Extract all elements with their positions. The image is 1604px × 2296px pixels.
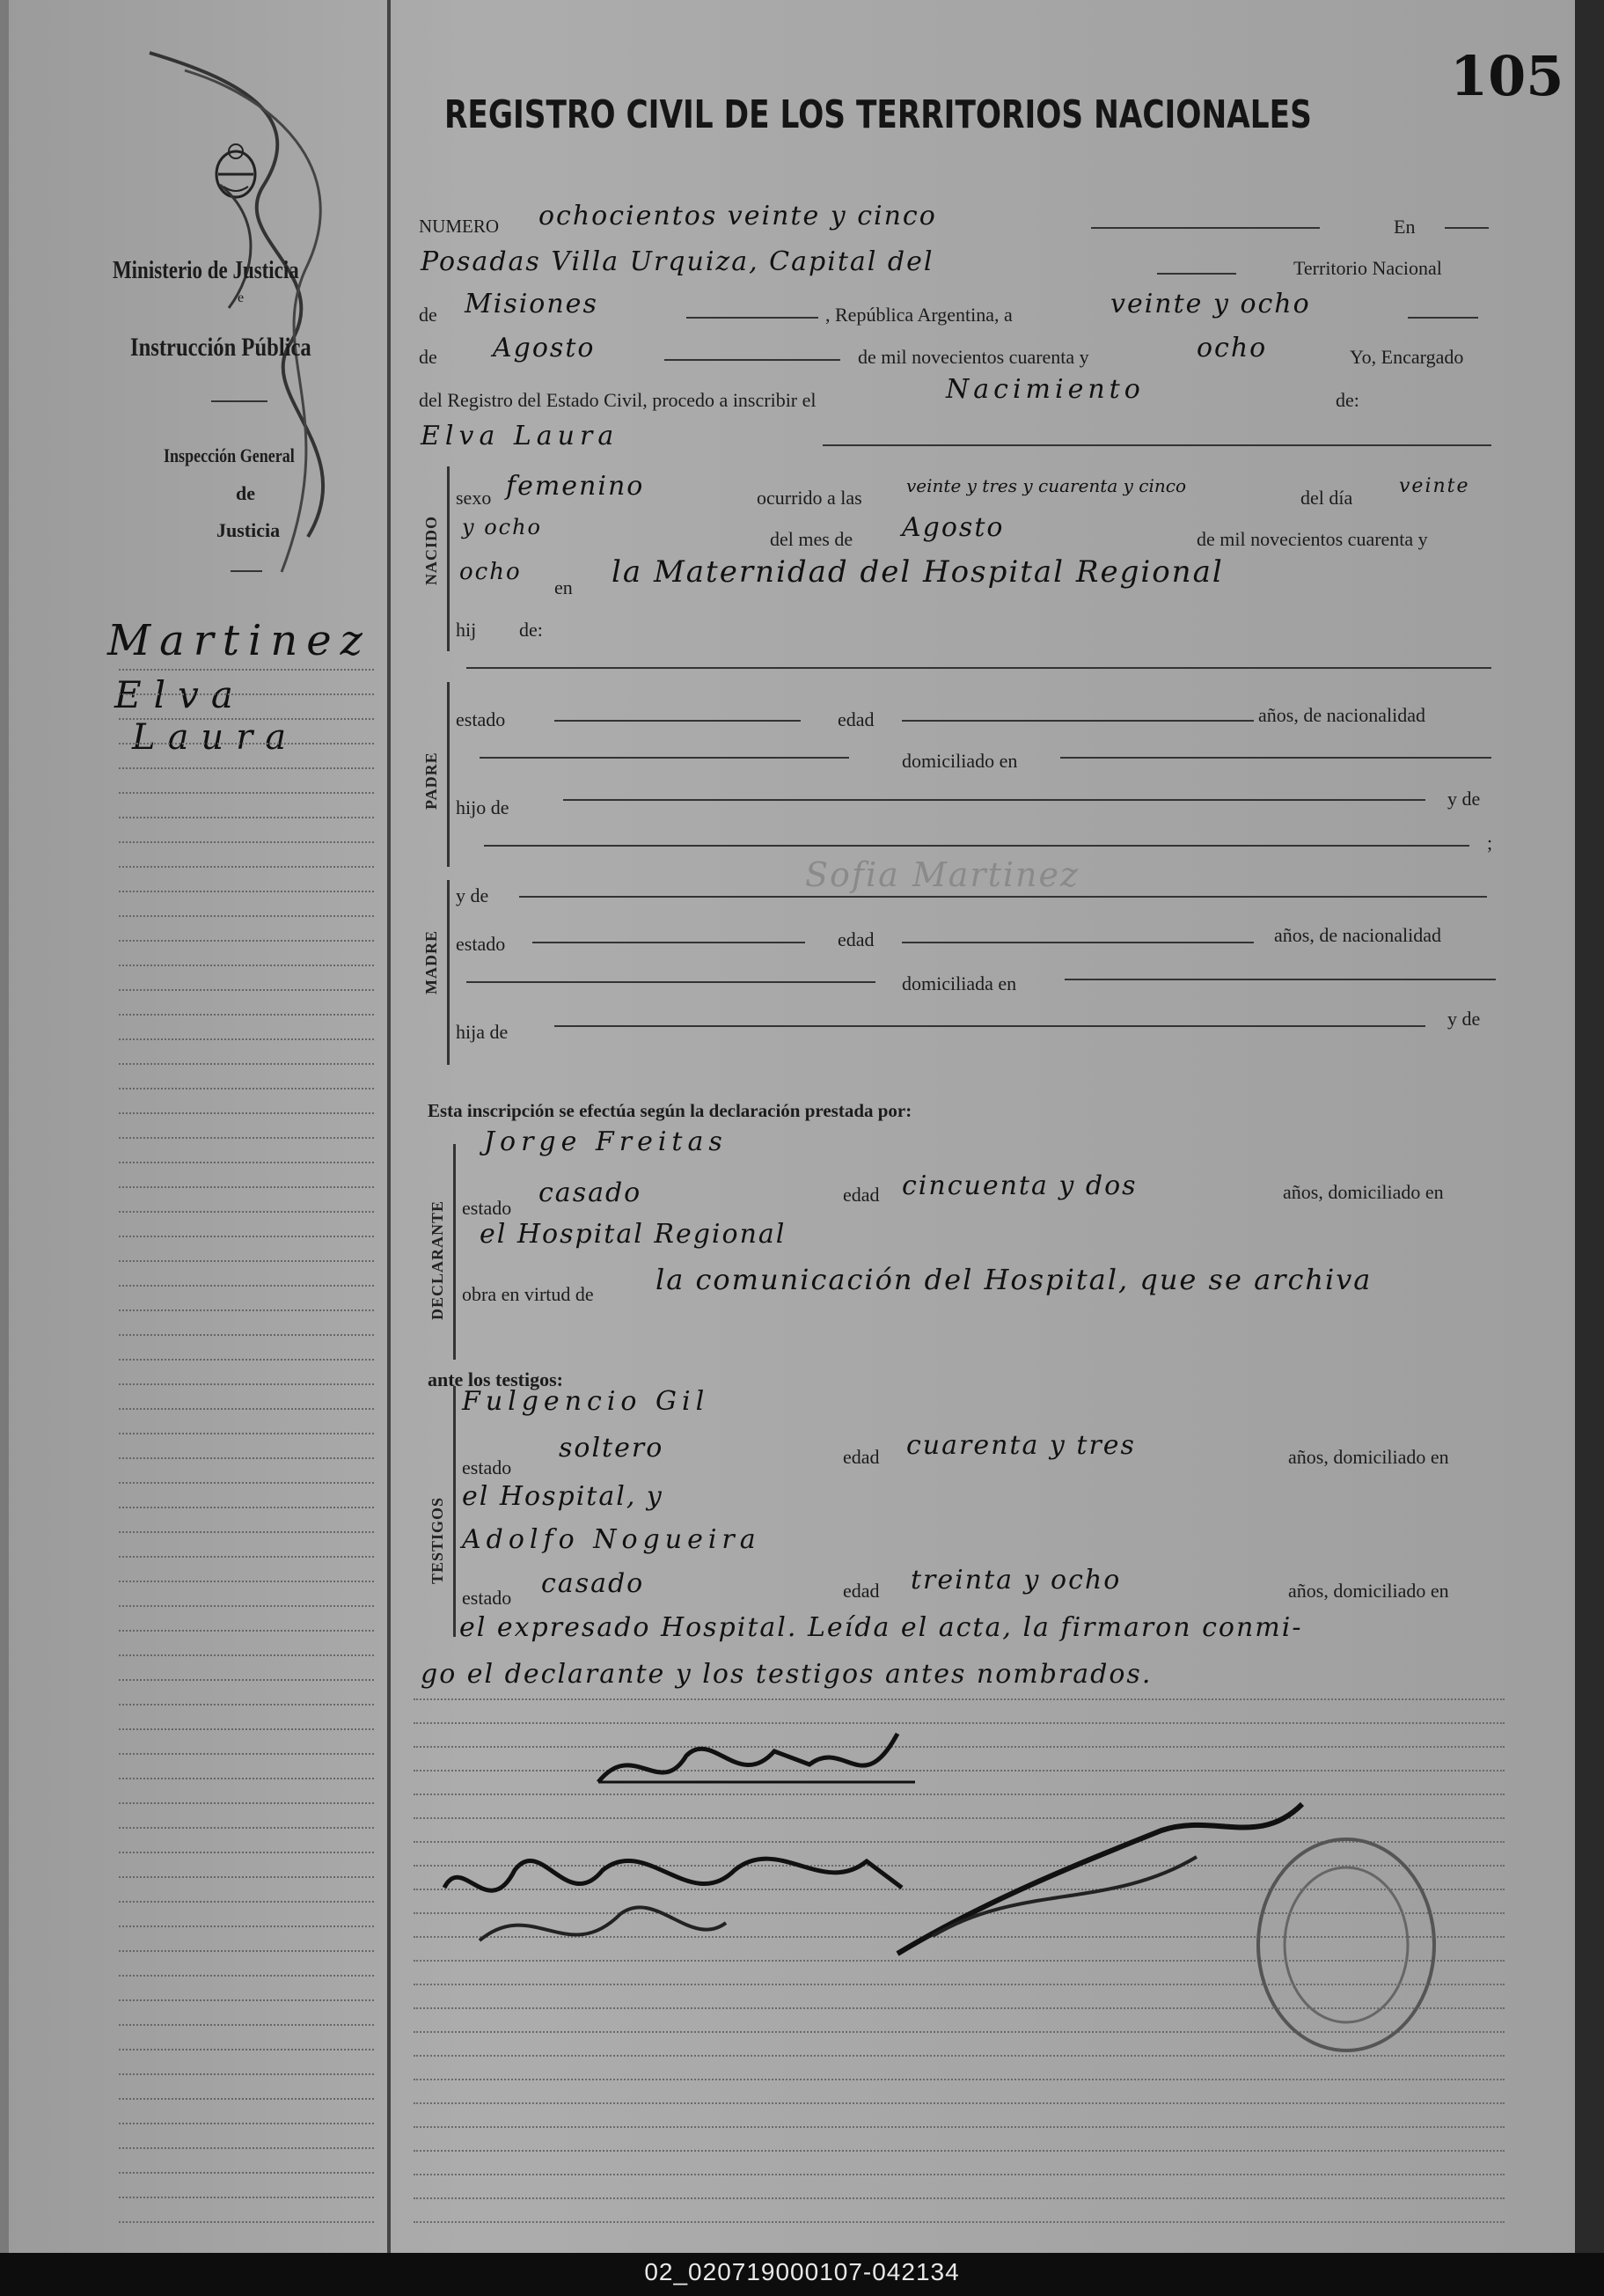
declarante-anos-label: años, domiciliado en (1283, 1181, 1444, 1203)
territory-rule (686, 317, 818, 319)
testigos-label: TESTIGOS (428, 1496, 446, 1584)
day-value: veinte y ocho (1110, 289, 1311, 319)
left-margin-rule-line (119, 1383, 374, 1385)
testigo2-anos-label: años, domiciliado en (1288, 1580, 1449, 1602)
image-id-caption: 02_020719000107-042134 (644, 2258, 960, 2285)
left-margin-rule-line (119, 1457, 374, 1459)
padre-anos-label: años, de nacionalidad (1258, 704, 1425, 726)
left-margin-rule-line (119, 1901, 374, 1903)
ministry-divider (211, 400, 267, 402)
madre-hija-de-label: hija de (456, 1021, 509, 1043)
month-rule (664, 359, 840, 361)
republica-label: , República Argentina, a (825, 304, 1013, 326)
testigo2-edad-value: treinta y ocho (911, 1565, 1122, 1595)
left-margin-rule-line (119, 1630, 374, 1632)
padre-nac-rule (480, 757, 849, 759)
left-margin-rule-line (119, 1236, 374, 1237)
left-margin-rule-line (119, 1433, 374, 1434)
madre-anos-label: años, de nacionalidad (1274, 924, 1441, 946)
padre-edad-rule (902, 720, 1254, 722)
en-rule (1445, 227, 1489, 229)
numero-rule (1091, 227, 1320, 229)
left-margin-rule-line (119, 1802, 374, 1804)
padre-hijo-rule (563, 799, 1425, 801)
right-form-rule-line (414, 2197, 1505, 2199)
left-margin-rule-line (119, 1556, 374, 1558)
left-margin-rule-line (119, 2221, 374, 2223)
left-margin-rule-line (119, 1827, 374, 1829)
left-margin-rule-line (119, 1088, 374, 1089)
madre-label: MADRE (422, 930, 440, 994)
territorio-label: Territorio Nacional (1293, 257, 1442, 279)
testigo2-dom-value: el expresado Hospital. Leída el acta, la firmaron conmi- (459, 1612, 1303, 1643)
left-margin-rule-line (119, 2049, 374, 2050)
right-form-rule-line (414, 2150, 1505, 2152)
page-number: 105 (1450, 44, 1564, 108)
left-margin-rule-line (119, 1852, 374, 1853)
birth-day-value-1: veinte (1399, 475, 1470, 497)
left-margin-rule-line (119, 2147, 374, 2149)
left-margin-rule-line (119, 718, 374, 720)
testigos-brace (453, 1386, 456, 1637)
left-margin-rule-line (119, 1704, 374, 1705)
day-rule (1408, 317, 1478, 319)
declarante-edad-value: cincuenta y dos (902, 1170, 1138, 1201)
left-margin-rule-line (119, 1162, 374, 1163)
ocurrido-label: ocurrido a las (757, 487, 862, 509)
official-stamp (1249, 1830, 1443, 2059)
testigo1-anos-label: años, domiciliado en (1288, 1446, 1449, 1468)
left-margin-rule-line (119, 1581, 374, 1582)
nacido-label: NACIDO (422, 515, 440, 585)
declarante-name: Jorge Freitas (484, 1126, 728, 1157)
left-margin-rule-line (119, 1260, 374, 1262)
right-form-rule-line (414, 1698, 1505, 1700)
madre-edad-rule (902, 942, 1254, 943)
padre-hijo-de-label: hijo de (456, 796, 509, 818)
left-margin-rule-line (119, 2123, 374, 2124)
madre-y-de-label: y de (456, 884, 489, 906)
left-margin-rule-line (119, 2024, 374, 2026)
registro-label: del Registro del Estado Civil, procedo a inscribir el (419, 389, 817, 411)
left-margin-rule-line (119, 1950, 374, 1952)
margin-given-name-2: Laura (132, 717, 299, 758)
right-form-rule-line (414, 1770, 1505, 1772)
act-value: Nacimiento (946, 374, 1145, 405)
madre-ghost-text: Sofia Martinez (805, 855, 1080, 894)
madre-y-de-label-2: y de (1447, 1008, 1481, 1030)
hij-label: hij (456, 619, 477, 641)
place-rule (1157, 273, 1236, 275)
hij-de-label: de: (519, 619, 543, 641)
month-de-label: de (419, 346, 437, 368)
birth-day-value-2: y ocho (462, 515, 542, 539)
testigo1-dom-value: el Hospital, y (462, 1481, 663, 1512)
left-margin-rule-line (119, 1334, 374, 1336)
left-margin-rule-line (119, 767, 374, 769)
obra-label: obra en virtud de (462, 1283, 594, 1305)
obra-value: la comunicación del Hospital, que se archiva (656, 1263, 1373, 1296)
right-form-rule-line (414, 2079, 1505, 2080)
margin-signature-scribble (132, 44, 396, 590)
declarante-label: DECLARANTE (428, 1199, 446, 1320)
territory-value: Misiones (465, 289, 598, 319)
declarante-brace (453, 1144, 456, 1360)
right-form-rule-line (414, 2102, 1505, 2104)
inspection-divider (231, 570, 262, 572)
left-margin-rule-line (119, 1999, 374, 2001)
madre-edad-label: edad (838, 928, 875, 950)
left-margin-rule-line (119, 1112, 374, 1114)
left-margin-rule-line (119, 1309, 374, 1311)
hij-rule-2 (466, 667, 1491, 669)
madre-nac-rule (466, 981, 875, 983)
padre-estado-rule (554, 720, 801, 722)
territory-de-label: de (419, 304, 437, 326)
padre-estado-label: estado (456, 708, 506, 730)
left-margin-rule-line (119, 1186, 374, 1188)
left-margin-rule-line (119, 1482, 374, 1484)
madre-domiciliada-label: domiciliada en (902, 972, 1017, 994)
declarante-edad-label: edad (843, 1184, 880, 1206)
madre-yde-rule (519, 896, 1487, 898)
testigo1-estado-label: estado (462, 1456, 512, 1478)
testigo2-name: Adolfo Nogueira (462, 1524, 761, 1555)
yo-label: Yo, Encargado (1350, 346, 1464, 368)
testigo1-edad-value: cuarenta y tres (906, 1430, 1136, 1461)
padre-hijo-rule-2 (484, 845, 1469, 847)
left-margin-rule-line (119, 1876, 374, 1878)
left-margin-rule-line (119, 1285, 374, 1287)
left-margin-rule-line (119, 1211, 374, 1213)
padre-label: PADRE (422, 752, 440, 810)
left-margin-rule-line (119, 817, 374, 818)
birth-year-value: ocho (459, 559, 522, 585)
margin-surname: Martinez (107, 616, 371, 665)
ante-label: ante los testigos: (428, 1368, 563, 1390)
ministry-connector: e (238, 290, 245, 305)
nacido-brace (447, 466, 450, 651)
madre-estado-label: estado (456, 933, 506, 955)
left-margin-rule-line (119, 1753, 374, 1755)
left-margin-rule-line (119, 1975, 374, 1977)
numero-label: NUMERO (419, 216, 500, 237)
margin-given-name-1: Elva (114, 673, 245, 716)
left-margin-rule-line (119, 866, 374, 868)
left-margin-rule-line (119, 1359, 374, 1361)
madre-hija-rule (554, 1025, 1425, 1027)
left-margin-rule-line (119, 743, 374, 745)
right-form-rule-line (414, 1746, 1505, 1748)
declarante-dom-value: el Hospital Regional (480, 1219, 787, 1250)
en-label-2: en (554, 576, 573, 598)
del-dia-label: del día (1300, 487, 1353, 509)
left-margin-rule-line (119, 989, 374, 991)
hour-value: veinte y tres y cuarenta y cinco (906, 475, 1186, 496)
page-title: REGISTRO CIVIL DE LOS TERRITORIOS NACIONALES (444, 92, 1312, 137)
signature-testigo-1 (427, 1817, 937, 1967)
sexo-value: femenino (506, 471, 645, 502)
testigo1-edad-label: edad (843, 1446, 880, 1468)
right-form-rule-line (414, 1722, 1505, 1724)
left-margin-rule-line (119, 1531, 374, 1533)
padre-dom-rule (1060, 757, 1491, 759)
inspection-line-1: Inspección General (164, 444, 295, 466)
testigo2-estado-value: casado (541, 1568, 645, 1599)
left-margin-rule-line (119, 1063, 374, 1065)
left-margin-rule-line (119, 1679, 374, 1681)
left-margin-rule-line (119, 1507, 374, 1508)
inscripcion-label: Esta inscripción se efectúa según la declaración prestada por: (428, 1100, 912, 1121)
inspection-line-2: de (236, 482, 255, 504)
padre-y-de-label: y de (1447, 788, 1481, 810)
closing-line: go el declarante y los testigos antes nombrados. (421, 1659, 1153, 1690)
testigo1-name: Fulgencio Gil (462, 1386, 710, 1417)
right-form-rule-line (414, 2221, 1505, 2223)
place-value: Posadas Villa Urquiza, Capital del (421, 246, 934, 277)
inspection-line-3: Justicia (216, 519, 281, 541)
madre-brace (447, 880, 450, 1065)
left-margin-rule-line (119, 1728, 374, 1730)
left-margin-rule-line (119, 1038, 374, 1040)
left-margin-rule-line (119, 792, 374, 794)
madre-dom-rule (1065, 979, 1496, 980)
del-mes-label: del mes de (770, 528, 853, 550)
person-name: Elva Laura (421, 421, 619, 451)
right-form-rule-line (414, 2174, 1505, 2175)
month-value: Agosto (493, 333, 596, 363)
left-margin-rule-line (119, 940, 374, 942)
left-margin-rule-line (119, 1926, 374, 1927)
padre-edad-label: edad (838, 708, 875, 730)
en-label: En (1394, 216, 1416, 238)
padre-semicolon: ; (1487, 832, 1493, 854)
act-de-label: de: (1336, 389, 1359, 411)
ministry-line-2: Instrucción Pública (130, 333, 311, 362)
birth-year-label: de mil novecientos cuarenta y (1197, 528, 1428, 550)
left-margin-rule-line (119, 669, 374, 671)
left-margin-rule-line (119, 915, 374, 917)
left-margin-rule-line (119, 1137, 374, 1139)
madre-estado-rule (532, 942, 805, 943)
declarante-estado-label: estado (462, 1197, 512, 1219)
birth-place-value: la Maternidad del Hospital Regional (612, 554, 1224, 590)
testigo2-estado-label: estado (462, 1587, 512, 1609)
left-margin-rule-line (119, 2098, 374, 2100)
left-margin-rule-line (119, 1778, 374, 1779)
right-form-rule-line (414, 2126, 1505, 2128)
book-binding-edge (1575, 0, 1604, 2253)
left-margin-rule-line (119, 891, 374, 892)
page-left-edge (0, 0, 9, 2253)
year-value: ocho (1197, 333, 1268, 363)
left-margin-rule-line (119, 841, 374, 843)
sexo-label: sexo (456, 487, 492, 509)
left-margin-rule-line (119, 1014, 374, 1016)
left-margin-rule-line (119, 693, 374, 695)
left-margin-rule-line (119, 1408, 374, 1410)
left-margin-rule-line (119, 2073, 374, 2075)
left-margin-rule-line (119, 1605, 374, 1607)
ministry-line-1: Ministerio de Justicia (113, 257, 299, 284)
year-label: de mil novecientos cuarenta y (858, 346, 1089, 368)
numero-value: ochocientos veinte y cinco (538, 201, 937, 231)
left-margin-rule-line (119, 965, 374, 966)
left-margin-rule-line (119, 2197, 374, 2198)
left-margin-rule-line (119, 1654, 374, 1656)
left-margin-rule-line (119, 2172, 374, 2174)
testigo1-estado-value: soltero (559, 1433, 664, 1463)
padre-domiciliado-label: domiciliado en (902, 750, 1018, 772)
person-name-rule (823, 444, 1491, 446)
padre-brace (447, 682, 450, 867)
testigo2-edad-label: edad (843, 1580, 880, 1602)
declarante-estado-value: casado (538, 1177, 642, 1208)
birth-month-value: Agosto (902, 512, 1005, 543)
